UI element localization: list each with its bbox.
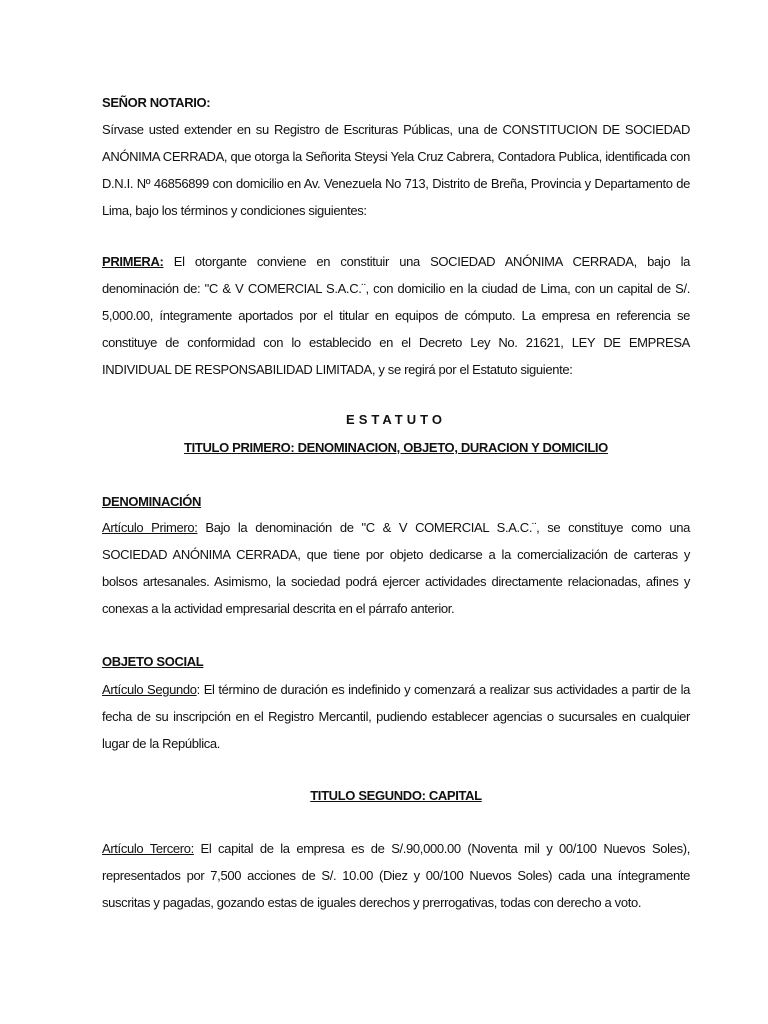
articulo-tercero-label: Artículo Tercero: <box>102 841 194 856</box>
senor-notario-heading: SEÑOR NOTARIO: <box>102 95 211 110</box>
titulo-segundo-heading: TITULO SEGUNDO: CAPITAL <box>310 788 482 803</box>
articulo-segundo-paragraph <box>102 676 690 757</box>
articulo-segundo-text: : El término de duración es indefinido y comenzará a realizar sus actividades a partir de la fecha de su inscripción en el Registro Mercantil, pudiendo establecer agencias o sucursales en cualquier lugar de la República. <box>102 682 690 751</box>
articulo-tercero-text: El capital de la empresa es de S/.90,000.00 (Noventa mil y 00/100 Nuevos Soles), representados por 7,500 acciones de S/. 10.00 (Diez y 00/100 Nuevos Soles) cada una íntegramente suscritas y pagadas, gozando estas de iguales derechos y prerrogativas, todas con derecho a voto. <box>102 841 690 910</box>
intro-paragraph: Sírvase usted extender en su Registro de Escrituras Públicas, una de CONSTITUCION DE SOCIEDAD ANÓNIMA CERRADA, que otorga la Señorita Steysi Yela Cruz Cabrera, Contadora Publica, identificada con D.N.I. Nº 46856899 con domicilio en Av. Venezuela No 713, Distrito de Breña, Provincia y Departamento de Lima, bajo los términos y condiciones siguientes: <box>102 122 690 218</box>
articulo-segundo-label: Artículo Segundo <box>102 682 197 697</box>
titulo-primero-heading: TITULO PRIMERO: DENOMINACION, OBJETO, DURACION Y DOMICILIO <box>184 440 608 455</box>
articulo-primero-text: Bajo la denominación de "C & V COMERCIAL S.A.C.¨, se constituye como una SOCIEDAD ANÓNIMA CERRADA, que tiene por objeto dedicarse a la comercialización de carteras y bolsos artesanales. Asimismo, la sociedad podrá ejercer actividades directamente relacionadas, afines y conexas a la actividad empresarial descrita en el párrafo anterior. <box>102 520 690 616</box>
primera-paragraph <box>102 248 690 383</box>
estatuto-title: ESTATUTO <box>346 412 446 427</box>
objeto-social-heading: OBJETO SOCIAL <box>102 654 204 669</box>
primera-text: El otorgante conviene en constituir una SOCIEDAD ANÓNIMA CERRADA, bajo la denominación de: "C & V COMERCIAL S.A.C.¨, con domicilio en la ciudad de Lima, con un capital de S/. 5,000.00, íntegramente aportados por el titular en equipos de cómputo. La empresa en referencia se constituye de conformidad con lo establecido en el Decreto Ley No. 21621, LEY DE EMPRESA INDIVIDUAL DE RESPONSABILIDAD LIMITADA, y se regirá por el Estatuto siguiente: <box>102 254 690 377</box>
articulo-primero-paragraph <box>102 514 690 622</box>
denominacion-heading: DENOMINACIÓN <box>102 494 202 509</box>
articulo-primero-label: Artículo Primero: <box>102 520 198 535</box>
primera-label: PRIMERA: <box>102 254 164 269</box>
articulo-tercero-paragraph <box>102 835 690 916</box>
